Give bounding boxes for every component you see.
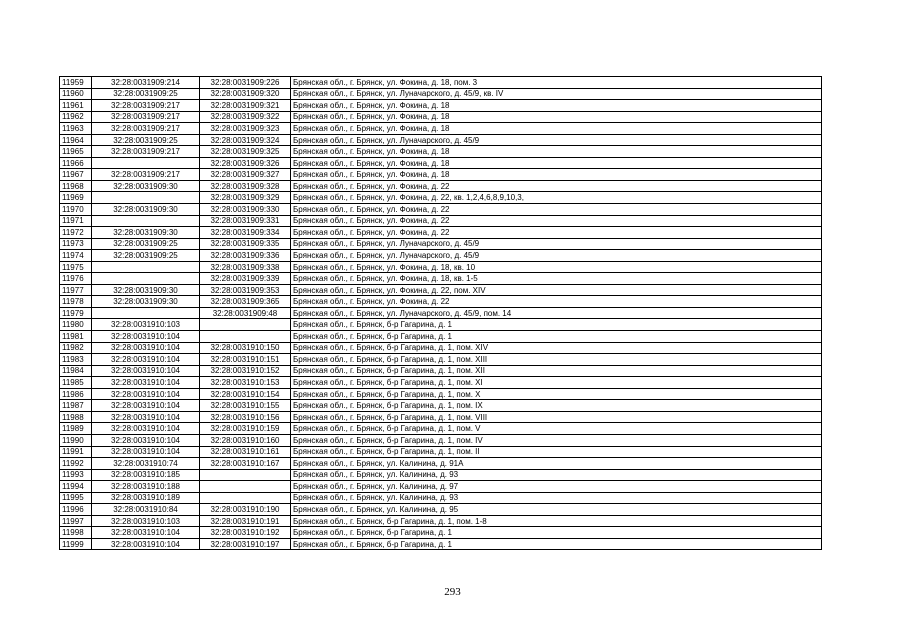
cadastral-number-cell: 32:28:0031910:84 (92, 504, 200, 516)
address-cell: Брянская обл., г. Брянск, ул. Калинина, д. 97 (291, 481, 822, 493)
row-number-cell: 11970 (60, 204, 92, 216)
table-row (60, 446, 822, 458)
address-cell: Брянская обл., г. Брянск, ул. Фокина, д. 22 (291, 215, 822, 227)
cadastral-object-number-cell: 32:28:0031909:335 (200, 238, 291, 250)
address-cell: Брянская обл., г. Брянск, ул. Калинина, д. 95 (291, 504, 822, 516)
address-cell: Брянская обл., г. Брянск, ул. Фокина, д. 22 (291, 227, 822, 239)
cadastral-object-number-cell: 32:28:0031910:160 (200, 434, 291, 446)
table-row (60, 111, 822, 123)
page-number: 293 (444, 586, 461, 598)
address-cell: Брянская обл., г. Брянск, б-р Гагарина, д. 1, пом. V (291, 423, 822, 435)
table-row (60, 88, 822, 100)
registry-table-body (60, 77, 822, 550)
cadastral-object-number-cell: 32:28:0031909:320 (200, 88, 291, 100)
cadastral-number-cell: 32:28:0031910:74 (92, 458, 200, 470)
table-row (60, 192, 822, 204)
table-row (60, 123, 822, 135)
row-number-cell: 11993 (60, 469, 92, 481)
table-row (60, 434, 822, 446)
address-cell: Брянская обл., г. Брянск, ул. Фокина, д. 18 (291, 111, 822, 123)
cadastral-number-cell: 32:28:0031910:104 (92, 527, 200, 539)
table-row (60, 481, 822, 493)
cadastral-number-cell: 32:28:0031909:217 (92, 111, 200, 123)
table-row (60, 284, 822, 296)
cadastral-number-cell: 32:28:0031909:217 (92, 169, 200, 181)
address-cell: Брянская обл., г. Брянск, б-р Гагарина, д. 1 (291, 331, 822, 343)
row-number-cell: 11965 (60, 146, 92, 158)
address-cell: Брянская обл., г. Брянск, ул. Фокина, д. 18, пом. 3 (291, 77, 822, 89)
address-cell: Брянская обл., г. Брянск, ул. Калинина, д. 93 (291, 492, 822, 504)
cadastral-number-cell: 32:28:0031910:188 (92, 481, 200, 493)
row-number-cell: 11985 (60, 377, 92, 389)
cadastral-object-number-cell: 32:28:0031909:322 (200, 111, 291, 123)
table-row (60, 146, 822, 158)
row-number-cell: 11964 (60, 134, 92, 146)
cadastral-object-number-cell: 32:28:0031910:152 (200, 365, 291, 377)
row-number-cell: 11962 (60, 111, 92, 123)
cadastral-object-number-cell: 32:28:0031909:323 (200, 123, 291, 135)
cadastral-number-cell: 32:28:0031910:104 (92, 411, 200, 423)
cadastral-number-cell: 32:28:0031910:104 (92, 388, 200, 400)
table-row (60, 238, 822, 250)
address-cell: Брянская обл., г. Брянск, ул. Фокина, д. 18 (291, 157, 822, 169)
table-row (60, 469, 822, 481)
row-number-cell: 11991 (60, 446, 92, 458)
cadastral-object-number-cell: 32:28:0031910:151 (200, 354, 291, 366)
cadastral-object-number-cell: 32:28:0031909:353 (200, 284, 291, 296)
cadastral-object-number-cell: 32:28:0031910:197 (200, 538, 291, 550)
cadastral-object-number-cell: 32:28:0031910:159 (200, 423, 291, 435)
cadastral-object-number-cell: 32:28:0031909:327 (200, 169, 291, 181)
row-number-cell: 11980 (60, 319, 92, 331)
row-number-cell: 11984 (60, 365, 92, 377)
cadastral-object-number-cell: 32:28:0031910:167 (200, 458, 291, 470)
row-number-cell: 11976 (60, 273, 92, 285)
address-cell: Брянская обл., г. Брянск, б-р Гагарина, д. 1, пом. 1-8 (291, 515, 822, 527)
cadastral-number-cell (92, 157, 200, 169)
cadastral-object-number-cell: 32:28:0031910:190 (200, 504, 291, 516)
table-row (60, 204, 822, 216)
cadastral-object-number-cell: 32:28:0031909:325 (200, 146, 291, 158)
table-row (60, 492, 822, 504)
address-cell: Брянская обл., г. Брянск, ул. Фокина, д. 18, кв. 10 (291, 261, 822, 273)
row-number-cell: 11972 (60, 227, 92, 239)
row-number-cell: 11981 (60, 331, 92, 343)
cadastral-number-cell: 32:28:0031910:189 (92, 492, 200, 504)
cadastral-number-cell: 32:28:0031910:104 (92, 354, 200, 366)
table-row (60, 319, 822, 331)
table-row (60, 354, 822, 366)
address-cell: Брянская обл., г. Брянск, ул. Луначарского, д. 45/9 (291, 238, 822, 250)
address-cell: Брянская обл., г. Брянск, б-р Гагарина, д. 1 (291, 538, 822, 550)
address-cell: Брянская обл., г. Брянск, б-р Гагарина, д. 1, пом. X (291, 388, 822, 400)
cadastral-object-number-cell: 32:28:0031909:338 (200, 261, 291, 273)
cadastral-number-cell: 32:28:0031910:104 (92, 434, 200, 446)
table-row (60, 377, 822, 389)
cadastral-object-number-cell: 32:28:0031909:326 (200, 157, 291, 169)
row-number-cell: 11999 (60, 538, 92, 550)
table-row (60, 250, 822, 262)
cadastral-number-cell: 32:28:0031910:104 (92, 377, 200, 389)
cadastral-number-cell (92, 273, 200, 285)
row-number-cell: 11979 (60, 307, 92, 319)
cadastral-number-cell: 32:28:0031910:104 (92, 342, 200, 354)
cadastral-number-cell: 32:28:0031910:104 (92, 538, 200, 550)
address-cell: Брянская обл., г. Брянск, ул. Калинина, д. 93 (291, 469, 822, 481)
row-number-cell: 11959 (60, 77, 92, 89)
row-number-cell: 11961 (60, 100, 92, 112)
row-number-cell: 11995 (60, 492, 92, 504)
cadastral-object-number-cell: 32:28:0031909:328 (200, 180, 291, 192)
cadastral-object-number-cell: 32:28:0031909:226 (200, 77, 291, 89)
cadastral-object-number-cell: 32:28:0031909:321 (200, 100, 291, 112)
table-row (60, 261, 822, 273)
cadastral-number-cell: 32:28:0031909:30 (92, 227, 200, 239)
cadastral-number-cell (92, 261, 200, 273)
address-cell: Брянская обл., г. Брянск, ул. Фокина, д. 22 (291, 204, 822, 216)
cadastral-number-cell: 32:28:0031909:217 (92, 146, 200, 158)
cadastral-object-number-cell: 32:28:0031909:339 (200, 273, 291, 285)
cadastral-number-cell: 32:28:0031910:104 (92, 365, 200, 377)
cadastral-object-number-cell: 32:28:0031909:48 (200, 307, 291, 319)
cadastral-number-cell: 32:28:0031910:104 (92, 400, 200, 412)
table-row (60, 342, 822, 354)
cadastral-object-number-cell: 32:28:0031910:155 (200, 400, 291, 412)
table-row (60, 169, 822, 181)
cadastral-number-cell: 32:28:0031909:30 (92, 180, 200, 192)
cadastral-number-cell: 32:28:0031909:30 (92, 296, 200, 308)
cadastral-object-number-cell: 32:28:0031909:336 (200, 250, 291, 262)
cadastral-object-number-cell: 32:28:0031909:329 (200, 192, 291, 204)
table-row (60, 100, 822, 112)
row-number-cell: 11992 (60, 458, 92, 470)
table-row (60, 180, 822, 192)
cadastral-object-number-cell: 32:28:0031910:156 (200, 411, 291, 423)
address-cell: Брянская обл., г. Брянск, ул. Луначарского, д. 45/9, кв. IV (291, 88, 822, 100)
cadastral-number-cell: 32:28:0031910:104 (92, 423, 200, 435)
table-row (60, 538, 822, 550)
row-number-cell: 11990 (60, 434, 92, 446)
table-row (60, 296, 822, 308)
address-cell: Брянская обл., г. Брянск, б-р Гагарина, д. 1, пом. XII (291, 365, 822, 377)
address-cell: Брянская обл., г. Брянск, ул. Луначарского, д. 45/9, пом. 14 (291, 307, 822, 319)
address-cell: Брянская обл., г. Брянск, ул. Фокина, д. 18 (291, 100, 822, 112)
address-cell: Брянская обл., г. Брянск, б-р Гагарина, д. 1, пом. VIII (291, 411, 822, 423)
address-cell: Брянская обл., г. Брянск, ул. Луначарского, д. 45/9 (291, 134, 822, 146)
cadastral-number-cell: 32:28:0031909:25 (92, 88, 200, 100)
address-cell: Брянская обл., г. Брянск, б-р Гагарина, д. 1, пом. IV (291, 434, 822, 446)
cadastral-number-cell: 32:28:0031909:217 (92, 100, 200, 112)
row-number-cell: 11989 (60, 423, 92, 435)
row-number-cell: 11973 (60, 238, 92, 250)
address-cell: Брянская обл., г. Брянск, б-р Гагарина, д. 1 (291, 319, 822, 331)
cadastral-object-number-cell (200, 331, 291, 343)
cadastral-object-number-cell: 32:28:0031910:161 (200, 446, 291, 458)
row-number-cell: 11987 (60, 400, 92, 412)
address-cell: Брянская обл., г. Брянск, ул. Калинина, д. 91А (291, 458, 822, 470)
address-cell: Брянская обл., г. Брянск, ул. Фокина, д. 18 (291, 123, 822, 135)
cadastral-number-cell: 32:28:0031910:103 (92, 515, 200, 527)
table-row (60, 134, 822, 146)
row-number-cell: 11968 (60, 180, 92, 192)
cadastral-object-number-cell: 32:28:0031909:365 (200, 296, 291, 308)
cadastral-object-number-cell: 32:28:0031910:192 (200, 527, 291, 539)
row-number-cell: 11997 (60, 515, 92, 527)
table-row (60, 157, 822, 169)
address-cell: Брянская обл., г. Брянск, б-р Гагарина, д. 1, пом. II (291, 446, 822, 458)
row-number-cell: 11969 (60, 192, 92, 204)
row-number-cell: 11960 (60, 88, 92, 100)
table-row (60, 307, 822, 319)
cadastral-number-cell: 32:28:0031909:214 (92, 77, 200, 89)
table-row (60, 227, 822, 239)
address-cell: Брянская обл., г. Брянск, ул. Фокина, д. 18 (291, 146, 822, 158)
table-row (60, 400, 822, 412)
cadastral-number-cell: 32:28:0031909:217 (92, 123, 200, 135)
address-cell: Брянская обл., г. Брянск, б-р Гагарина, д. 1, пом. IX (291, 400, 822, 412)
address-cell: Брянская обл., г. Брянск, б-р Гагарина, д. 1, пом. XIV (291, 342, 822, 354)
row-number-cell: 11994 (60, 481, 92, 493)
row-number-cell: 11977 (60, 284, 92, 296)
row-number-cell: 11996 (60, 504, 92, 516)
address-cell: Брянская обл., г. Брянск, ул. Фокина, д. 18 (291, 169, 822, 181)
cadastral-object-number-cell: 32:28:0031910:153 (200, 377, 291, 389)
cadastral-number-cell: 32:28:0031910:103 (92, 319, 200, 331)
cadastral-object-number-cell (200, 481, 291, 493)
address-cell: Брянская обл., г. Брянск, ул. Фокина, д. 22, кв. 1,2,4,6,8,9,10,3, (291, 192, 822, 204)
row-number-cell: 11998 (60, 527, 92, 539)
address-cell: Брянская обл., г. Брянск, б-р Гагарина, д. 1, пом. XI (291, 377, 822, 389)
cadastral-number-cell: 32:28:0031910:104 (92, 331, 200, 343)
table-row (60, 423, 822, 435)
cadastral-number-cell: 32:28:0031910:185 (92, 469, 200, 481)
cadastral-object-number-cell: 32:28:0031909:330 (200, 204, 291, 216)
row-number-cell: 11974 (60, 250, 92, 262)
cadastral-number-cell (92, 215, 200, 227)
table-row (60, 411, 822, 423)
cadastral-number-cell: 32:28:0031909:25 (92, 238, 200, 250)
table-row (60, 273, 822, 285)
row-number-cell: 11963 (60, 123, 92, 135)
cadastral-number-cell: 32:28:0031910:104 (92, 446, 200, 458)
cadastral-object-number-cell: 32:28:0031910:154 (200, 388, 291, 400)
row-number-cell: 11983 (60, 354, 92, 366)
row-number-cell: 11988 (60, 411, 92, 423)
cadastral-number-cell: 32:28:0031909:25 (92, 250, 200, 262)
cadastral-number-cell (92, 192, 200, 204)
table-row (60, 504, 822, 516)
cadastral-object-number-cell: 32:28:0031909:331 (200, 215, 291, 227)
row-number-cell: 11978 (60, 296, 92, 308)
address-cell: Брянская обл., г. Брянск, ул. Фокина, д. 18, кв. 1-5 (291, 273, 822, 285)
row-number-cell: 11982 (60, 342, 92, 354)
table-row (60, 215, 822, 227)
table-row (60, 458, 822, 470)
cadastral-number-cell: 32:28:0031909:30 (92, 284, 200, 296)
row-number-cell: 11975 (60, 261, 92, 273)
cadastral-object-number-cell (200, 492, 291, 504)
cadastral-object-number-cell: 32:28:0031909:324 (200, 134, 291, 146)
table-row (60, 527, 822, 539)
table-row (60, 388, 822, 400)
address-cell: Брянская обл., г. Брянск, ул. Фокина, д. 22 (291, 296, 822, 308)
row-number-cell: 11971 (60, 215, 92, 227)
row-number-cell: 11986 (60, 388, 92, 400)
address-cell: Брянская обл., г. Брянск, ул. Луначарского, д. 45/9 (291, 250, 822, 262)
cadastral-object-number-cell: 32:28:0031910:150 (200, 342, 291, 354)
row-number-cell: 11966 (60, 157, 92, 169)
table-row (60, 77, 822, 89)
row-number-cell: 11967 (60, 169, 92, 181)
cadastral-object-number-cell (200, 319, 291, 331)
address-cell: Брянская обл., г. Брянск, ул. Фокина, д. 22, пом. XIV (291, 284, 822, 296)
table-row (60, 515, 822, 527)
address-cell: Брянская обл., г. Брянск, б-р Гагарина, д. 1, пом. XIII (291, 354, 822, 366)
cadastral-object-number-cell: 32:28:0031910:191 (200, 515, 291, 527)
cadastral-number-cell: 32:28:0031909:25 (92, 134, 200, 146)
cadastral-number-cell: 32:28:0031909:30 (92, 204, 200, 216)
cadastral-object-number-cell (200, 469, 291, 481)
table-row (60, 365, 822, 377)
cadastral-number-cell (92, 307, 200, 319)
address-cell: Брянская обл., г. Брянск, ул. Фокина, д. 22 (291, 180, 822, 192)
table-row (60, 331, 822, 343)
registry-table (59, 76, 822, 550)
address-cell: Брянская обл., г. Брянск, б-р Гагарина, д. 1 (291, 527, 822, 539)
cadastral-object-number-cell: 32:28:0031909:334 (200, 227, 291, 239)
